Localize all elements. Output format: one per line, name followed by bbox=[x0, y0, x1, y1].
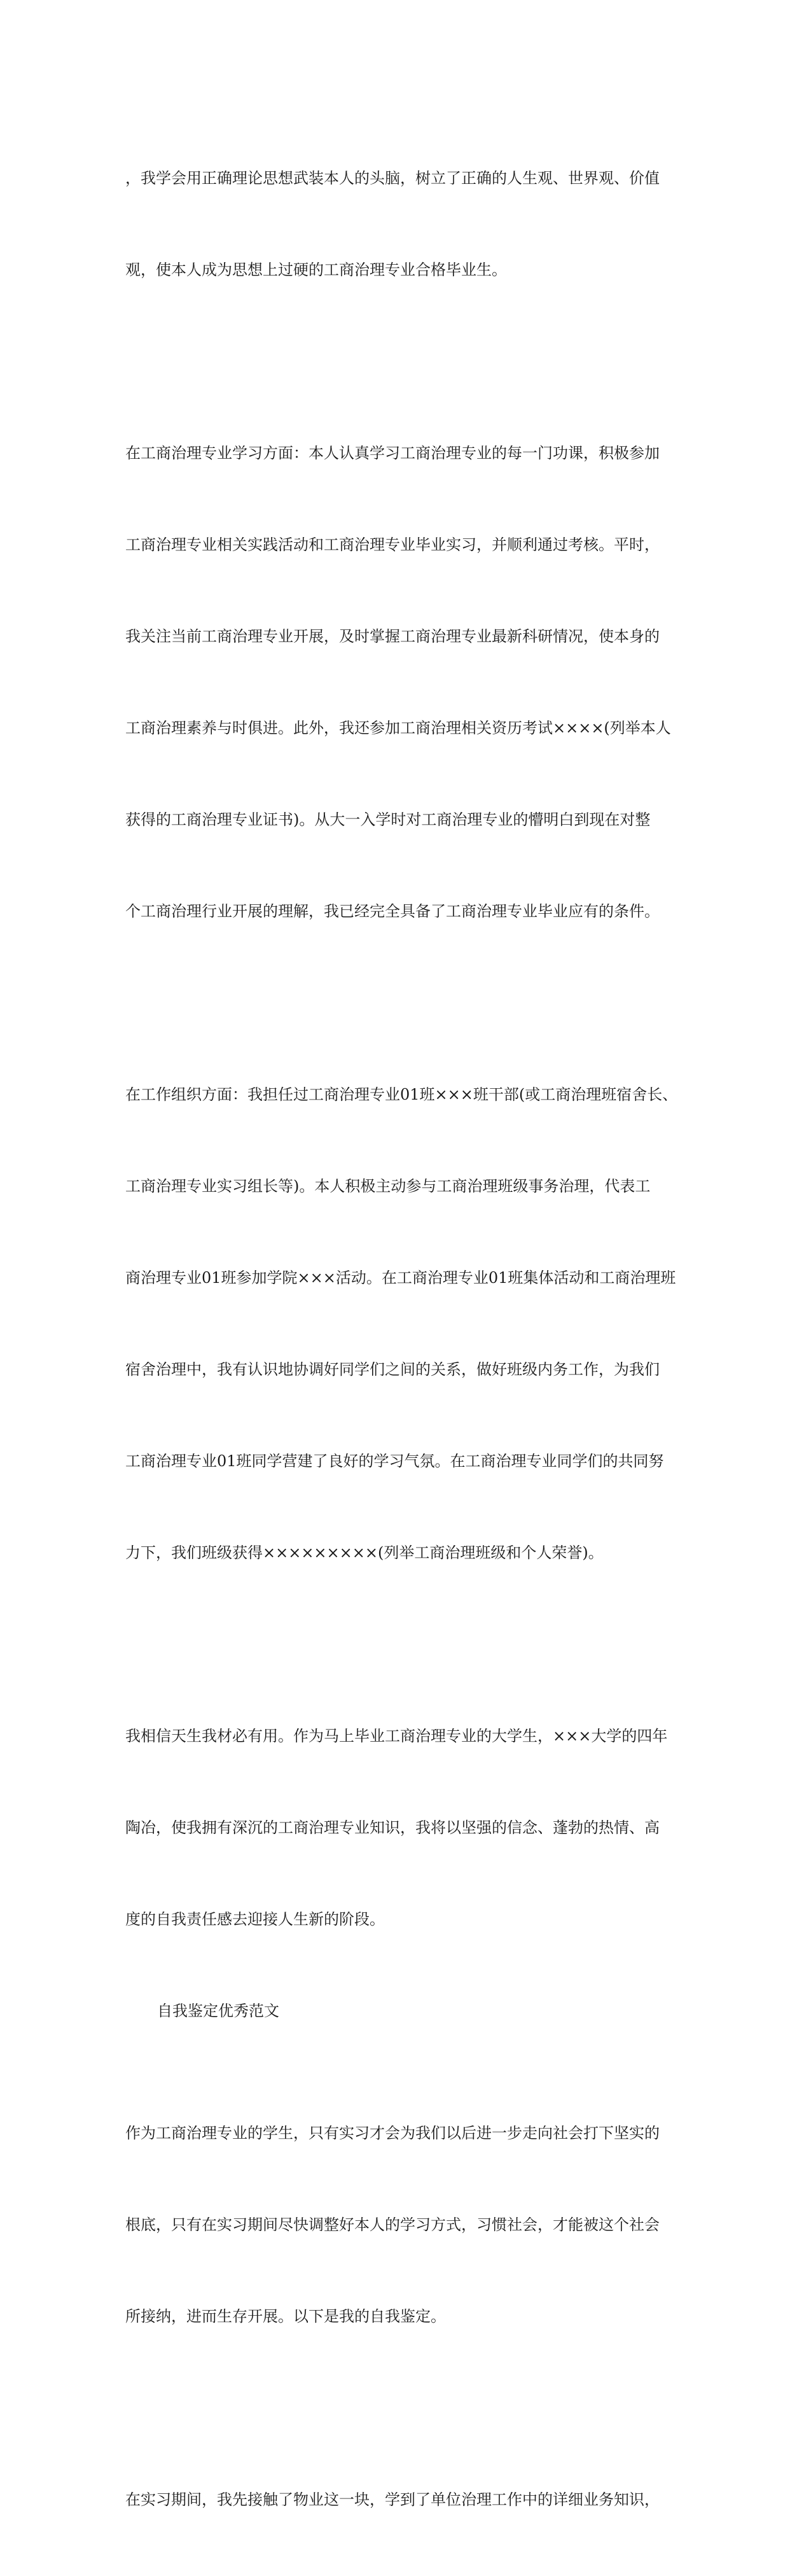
paragraph-1 bbox=[125, 102, 685, 346]
text-line: 个工商治理行业开展的理解，我已经完全具备了工商治理专业毕业应有的条件。 bbox=[125, 902, 660, 920]
document-body bbox=[125, 102, 685, 2576]
text-line: 在工作组织方面：我担任过工商治理专业01班×××班干部(或工商治理班宿舍长、 bbox=[125, 1086, 678, 1103]
text-line: 在工商治理专业学习方面：本人认真学习工商治理专业的每一门功课，积极参加 bbox=[125, 444, 660, 462]
paragraph-spacer bbox=[125, 2026, 685, 2057]
paragraph-spacer bbox=[125, 1629, 685, 1660]
text-line: 陶冶，使我拥有深沉的工商治理专业知识，我将以坚强的信念、蓬勃的热情、高 bbox=[125, 1819, 660, 1837]
text-line: 商治理专业01班参加学院×××活动。在工商治理专业01班集体活动和工商治理班 bbox=[125, 1269, 676, 1287]
text-line: 获得的工商治理专业证书)。从大一入学时对工商治理专业的懵明白到现在对整 bbox=[125, 811, 651, 829]
paragraph-3 bbox=[125, 1018, 685, 1629]
text-line: 我关注当前工商治理专业开展，及时掌握工商治理专业最新科研情况，使本身的 bbox=[125, 627, 660, 645]
text-line: 工商治理专业实习组长等)。本人积极主动参与工商治理班级事务治理，代表工 bbox=[125, 1177, 651, 1195]
text-line: ，我学会用正确理论思想武装本人的头脑，树立了正确的人生观、世界观、价值 bbox=[125, 169, 660, 187]
text-line: 工商治理专业相关实践活动和工商治理专业毕业实习，并顺利通过考核。平时， bbox=[125, 536, 660, 554]
text-line: 我相信天生我材必有用。作为马上毕业工商治理专业的大学生，×××大学的四年 bbox=[125, 1727, 668, 1745]
text-line: 作为工商治理专业的学生，只有实习才会为我们以后进一步走向社会打下坚实的 bbox=[125, 2124, 660, 2142]
text-line: 在实习期间，我先接触了物业这一块，学到了单位治理工作中的详细业务知识， bbox=[125, 2491, 660, 2509]
text-line: 工商治理专业01班同学营建了良好的学习气氛。在工商治理专业同学们的共同努 bbox=[125, 1452, 664, 1470]
text-line: 根底，只有在实习期间尽快调整好本人的学习方式，习惯社会，才能被这个社会 bbox=[125, 2216, 660, 2234]
text-line: 工商治理素养与时俱进。此外，我还参加工商治理相关资历考试××××(列举本人 bbox=[125, 719, 671, 737]
paragraph-2 bbox=[125, 377, 685, 988]
text-line: 所接纳，进而生存开展。以下是我的自我鉴定。 bbox=[125, 2307, 446, 2325]
paragraph-spacer bbox=[125, 346, 685, 377]
section-heading: 自我鉴定优秀范文 bbox=[157, 2002, 279, 2020]
text-line: 力下，我们班级获得×××××××××(列举工商治理班级和个人荣誉)。 bbox=[125, 1544, 604, 1562]
paragraph-5 bbox=[125, 2057, 685, 2393]
paragraph-spacer bbox=[125, 988, 685, 1018]
text-line: 宿舍治理中，我有认识地协调好同学们之间的关系，做好班级内务工作，为我们 bbox=[125, 1361, 660, 1378]
paragraph-spacer bbox=[125, 2393, 685, 2423]
text-line: 观，使本人成为思想上过硬的工商治理专业合格毕业生。 bbox=[125, 261, 507, 279]
paragraph-4 bbox=[125, 1660, 685, 1996]
paragraph-6 bbox=[125, 2423, 685, 2576]
text-line: 度的自我责任感去迎接人生新的阶段。 bbox=[125, 1910, 385, 1928]
